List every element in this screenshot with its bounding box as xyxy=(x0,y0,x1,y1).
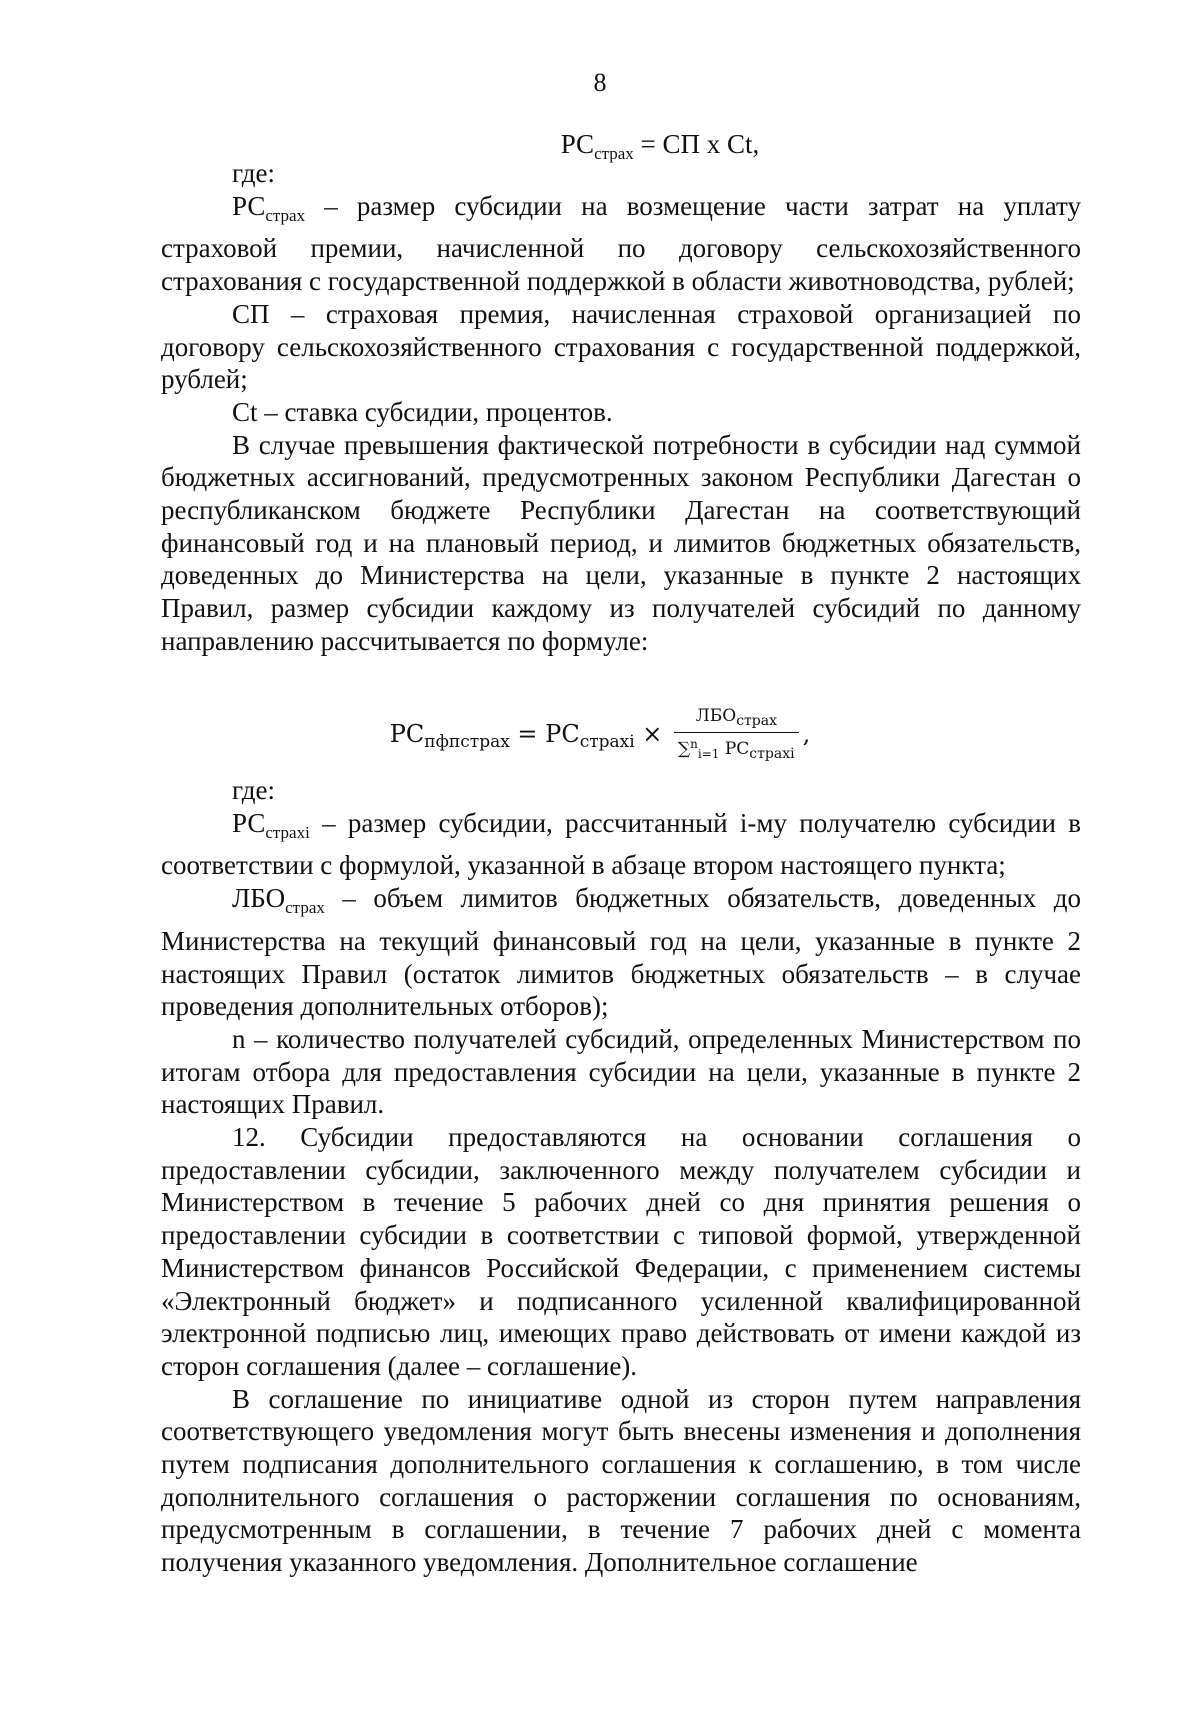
paragraph-excess-demand: В случае превышения фактической потребности в субсидии над суммой бюджетных ассигнований, предусмотренных законом Республики Дагестан о республиканском бюджете Республики Дагестан на соответствующий финансовый год и на плановый период, и лимитов бюджетных обязательств, доведенных до Министерства на цели, указанные в пункте 2 настоящих Правил, размер субсидии каждому из получателей субсидий по данному направлению рассчитывается по формуле: xyxy=(161,429,1081,656)
fraction-numerator: $ЛБО_{страх}$ xyxy=(674,706,799,733)
formula-rhs: = СП х Ct, xyxy=(640,129,760,159)
formula-proportional-subsidy: $РС_{пфпстрах} = РС_{страхi}$ × $\frac{ЛБО_{страх}}{\sum^n_{i=1} РС_{страхi}}$ , xyxy=(0,706,1200,765)
paragraph-12: 12. Субсидии предоставляются на основании соглашения о предоставлении субсидии, заключенного между получателем субсидии и Министерством в течение 5 рабочих дней со дня принятия решения о предоставлении субсидии в соответствии с типовой формой, утвержденной Министерством финансов Российской Федерации, с применением системы «Электронный бюджет» и подписанного усиленной квалифицированной электронной подписью лиц, имеющих право действовать от имени каждой из сторон соглашения (далее – соглашение). xyxy=(161,1122,1081,1381)
definition-rc-strakhi: $РС_{страхi}$ – размер субсидии, рассчитанный i-му получателю субсидии в соответствии с формулой, указанной в абзаце втором настоящего пункта; xyxy=(161,807,1081,881)
where-label: где: xyxy=(232,158,275,188)
formula-lhs: РС xyxy=(560,129,595,159)
formula-fraction xyxy=(674,706,799,765)
paragraph-amendments: В соглашение по инициативе одной из сторон путем направления соответствующего уведомления могут быть внесены изменения и дополнения путем подписания дополнительного соглашения к соглашению, в том числе дополнительного соглашения о расторжении соглашения по основаниям, предусмотренным в соглашении, в течение 7 рабочих дней с момента получения указанного уведомления. Дополнительное соглашение xyxy=(161,1383,1081,1578)
definition-lbo: $ЛБО_{страх}$ – объем лимитов бюджетных обязательств, доведенных до Министерства на текущий финансовый год на цели, указанные в пункте 2 настоящих Правил (остаток лимитов бюджетных обязательств – в случае проведения дополнительных отборов); xyxy=(161,883,1081,1022)
definitions-block-1 xyxy=(161,157,1081,658)
fraction-denominator: ∑$^n_{i=1}$ $РС_{страхi}$ xyxy=(678,737,795,762)
definitions-block-2 xyxy=(161,774,1081,1579)
definition-n: n – количество получателей субсидий, определенных Министерством по итогам отбора для предоставления субсидии на цели, указанные в пункте 2 настоящих Правил. xyxy=(161,1023,1081,1120)
definition-sp: СП – страховая премия, начисленная страховой организацией по договору сельскохозяйственного страхования с государственной поддержкой, рублей; xyxy=(161,298,1081,395)
where-label-2: где: xyxy=(232,775,275,805)
formula-lhs-subscript: страх xyxy=(594,144,634,163)
page-number: 8 xyxy=(593,68,607,97)
definition-ct: Ct – ставка субсидии, процентов. xyxy=(232,396,613,427)
definition-rc-strakh: $РС_{страх}$ – размер субсидии на возмещение части затрат на уплату страховой премии, начисленной по договору сельскохозяйственного страхования с государственной поддержкой в области животноводства, рублей; xyxy=(161,190,1081,297)
